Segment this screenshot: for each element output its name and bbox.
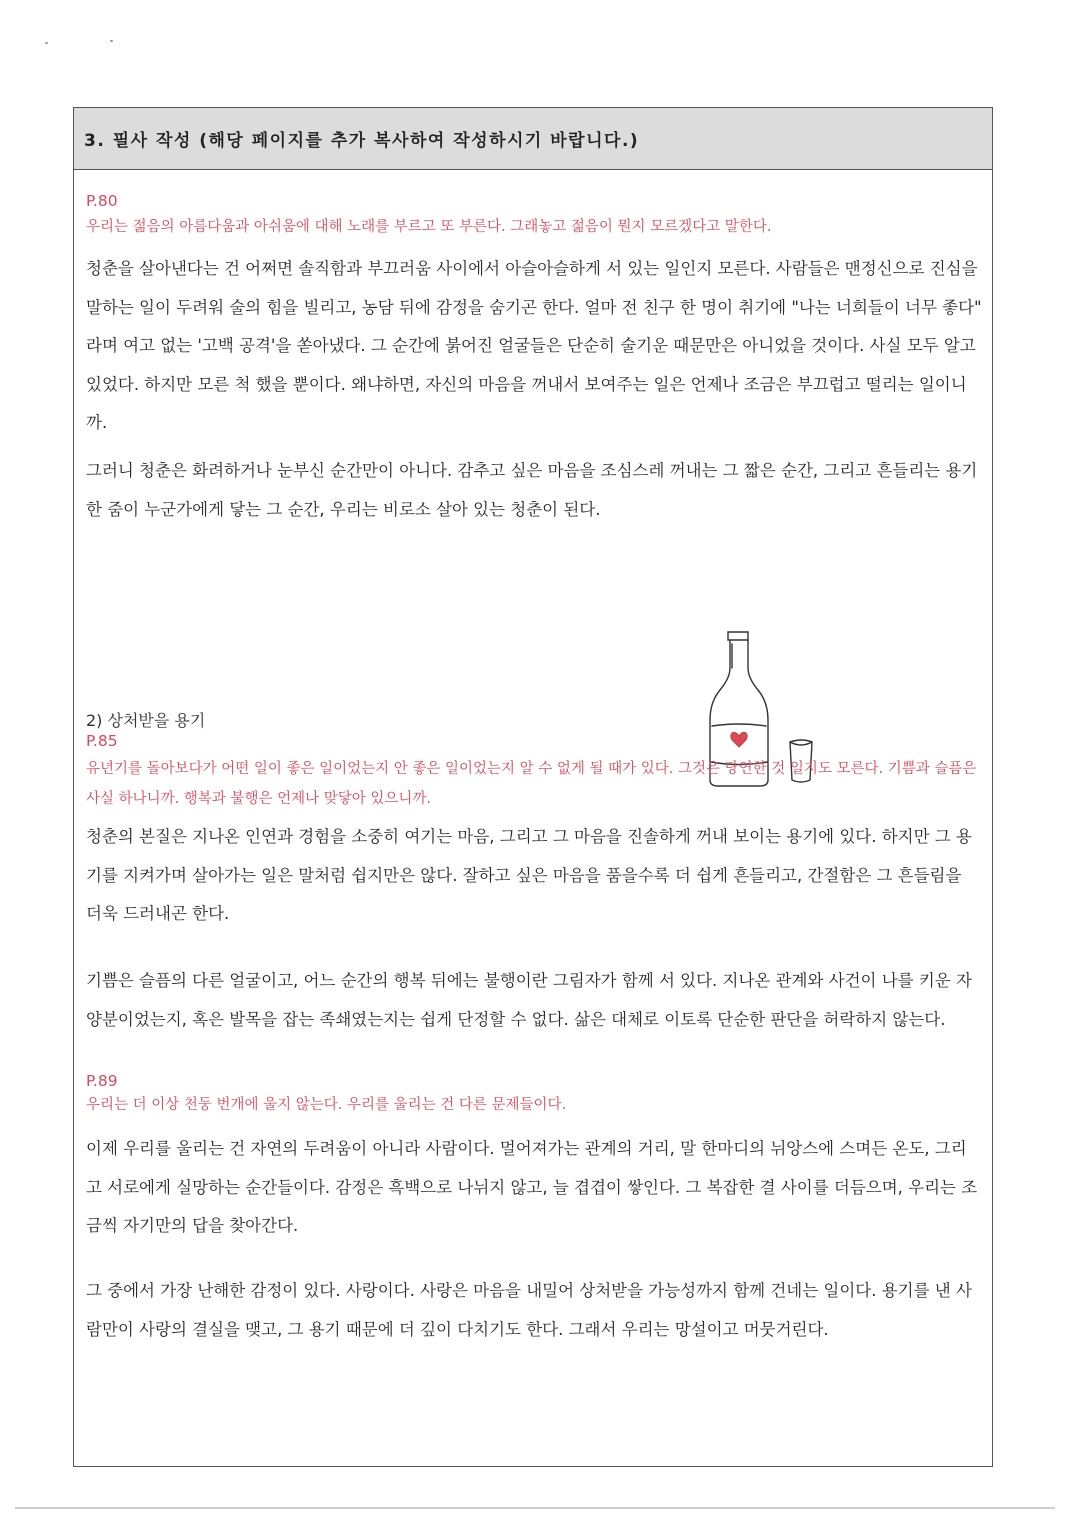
quote-text: 유년기를 돌아보다가 어떤 일이 좋은 일이었는지 안 좋은 일이었는지 알 수 없게 될 때가 있다. 그것은 당연한 것 일지도 모른다. 기쁨과 슬픔은 사실 하나니까. 행복과 불행은 언제나 맞닿아 있으니까. bbox=[86, 761, 977, 807]
reflection-paragraph: 청춘의 본질은 지나온 인연과 경험을 소중히 여기는 마음, 그리고 그 마음을 진솔하게 꺼내 보이는 용기에 있다. 하지만 그 용기를 지켜가며 살아가는 일은 말처럼 쉽지만은 않다. 잘하고 싶은 마음을 품을수록 더 쉽게 흔들리고, 간절함은 그 흔들림을 더욱 드러내곤 한다. bbox=[86, 827, 972, 923]
quote-text: 우리는 더 이상 천둥 번개에 울지 않는다. 우리를 울리는 건 다른 문제들이다. bbox=[86, 1097, 567, 1113]
reflection-paragraph: 청춘을 살아낸다는 건 어쩌면 솔직함과 부끄러움 사이에서 아슬아슬하게 서 있는 일인지 모른다. 사람들은 맨정신으로 진심을 말하는 일이 두려워 술의 힘을 빌리고, 농담 뒤에 감정을 숨기곤 한다. 얼마 전 친구 한 명이 취기에 "나는 너희들이 너무 좋다" 라며 여고 없는 '고백 공격'을 쏟아냈다. 그 순간에 붉어진 얼굴들은 단순히 술기운 때문만은 아니었을 것이다. 사실 모두 알고 있었다. 하지만 모른 척 했을 뿐이다. 왜냐하면, 자신의 마음을 꺼내서 보여주는 일은 언제나 조금은 부끄럽고 떨리는 일이니까. bbox=[86, 259, 982, 432]
sheet-title: 3. 필사 작성 (해당 페이지를 추가 복사하여 작성하시기 바랍니다.) bbox=[84, 131, 640, 151]
page-reference: P.80 bbox=[86, 192, 118, 210]
scan-speck bbox=[110, 40, 113, 42]
reflection-paragraph: 그러니 청춘은 화려하거나 눈부신 순간만이 아니다. 감추고 싶은 마음을 조심스레 꺼내는 그 짧은 순간, 그리고 흔들리는 용기 한 줌이 누군가에게 닿는 그 순간, 우리는 비로소 살아 있는 청춘이 된다. bbox=[86, 461, 978, 519]
reflection-paragraph: 이제 우리를 울리는 건 자연의 두려움이 아니라 사람이다. 멀어져가는 관계의 거리, 말 한마디의 뉘앙스에 스며든 온도, 그리고 서로에게 실망하는 순간들이다. 감정은 흑백으로 나뉘지 않고, 늘 겹겹이 쌓인다. 그 복잡한 결 사이를 더듬으며, 우리는 조금씩 자기만의 답을 찾아간다. bbox=[86, 1139, 978, 1235]
transcription-sheet bbox=[73, 107, 993, 1467]
section-heading: 2) 상처받을 용기 bbox=[86, 711, 206, 730]
scan-speck bbox=[45, 42, 48, 44]
reflection-paragraph: 그 중에서 가장 난해한 감정이 있다. 사랑이다. 사랑은 마음을 내밀어 상처받을 가능성까지 함께 건네는 일이다. 용기를 낸 사람만이 사랑의 결실을 맺고, 그 용기 때문에 더 깊이 다치기도 한다. 그래서 우리는 망설이고 머뭇거린다. bbox=[86, 1281, 972, 1339]
page-reference: P.89 bbox=[86, 1072, 118, 1090]
quote-text: 우리는 젊음의 아름다움과 아쉬움에 대해 노래를 부르고 또 부른다. 그래놓고 젊음이 뭔지 모르겠다고 말한다. bbox=[86, 219, 772, 235]
page-bottom-rule bbox=[15, 1507, 1055, 1509]
page-reference: P.85 bbox=[86, 732, 118, 750]
reflection-paragraph: 기쁨은 슬픔의 다른 얼굴이고, 어느 순간의 행복 뒤에는 불행이란 그림자가 함께 서 있다. 지나온 관계와 사건이 나를 키운 자양분이었는지, 혹은 발목을 잡는 족쇄였는지는 쉽게 단정할 수 없다. 삶은 대체로 이토록 단순한 판단을 허락하지 않는다. bbox=[86, 971, 972, 1029]
sheet-header bbox=[74, 108, 992, 170]
